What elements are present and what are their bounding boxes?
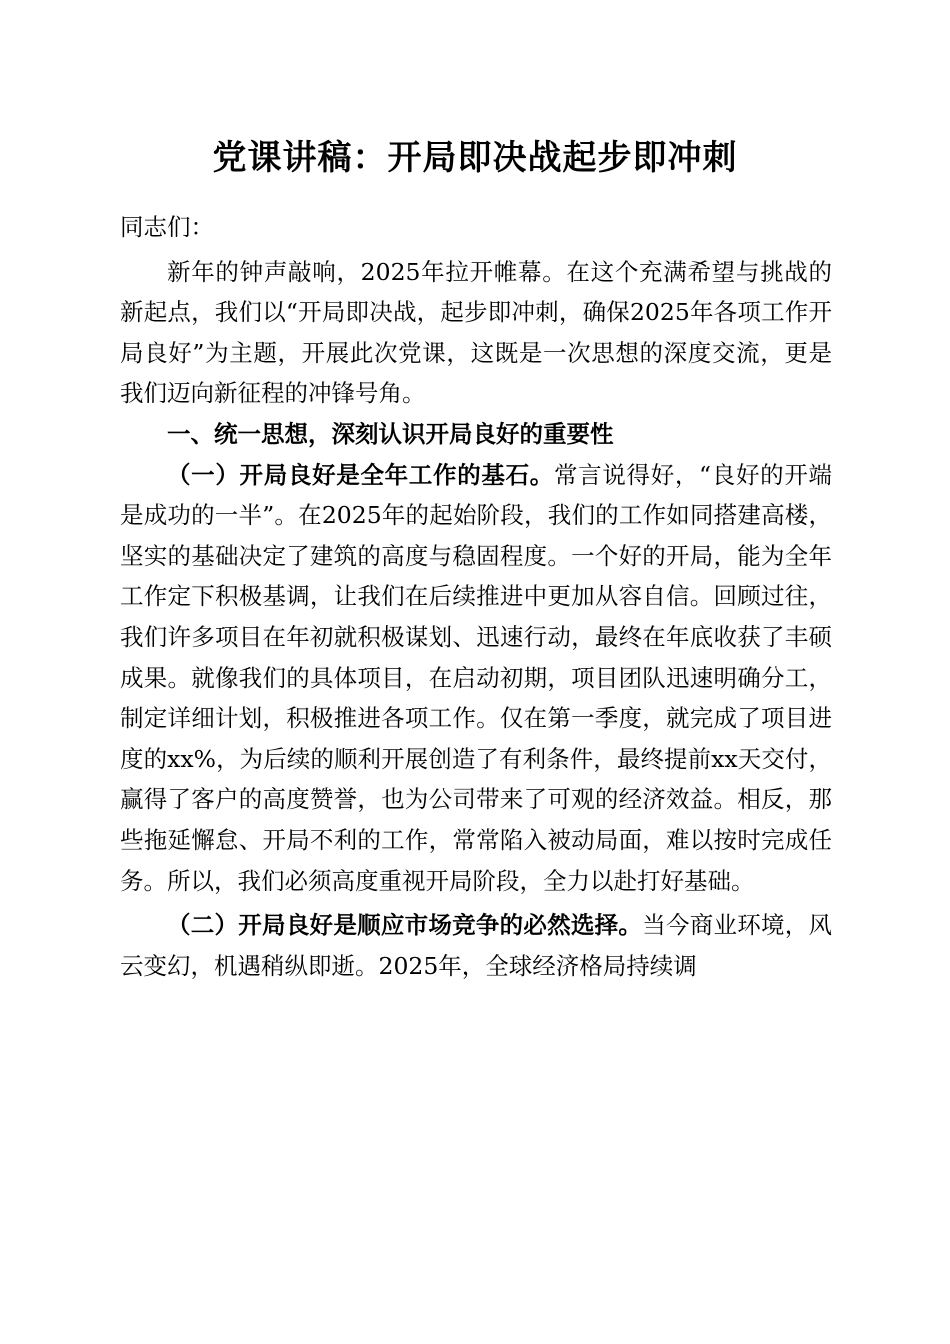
subsection-2-text: 当今商业环境，风云变幻，机遇稍纵即逝。2025年，全球经济格局持续调 (120, 911, 833, 980)
subsection-1-text: 常言说得好，“良好的开端是成功的一半”。在2025年的起始阶段，我们的工作如同搭建高楼，坚实的基础决定了建筑的高度与稳固程度。一个好的开局，能为全年工作定下积极基调，让我们在后续推进中更加从容自信。回顾过往，我们许多项目在年初就积极谋划、迅速行动，最终在年底收获了丰硕成果。就像我们的具体项目，在启动初期，项目团队迅速明确分工，制定详细计划，积极推进各项工作。仅在第一季度，就完成了项目进度的xx%，为后续的顺利开展创造了有利条件，最终提前xx天交付，赢得了客户的高度赞誉，也为公司带来了可观的经济效益。相反，那些拖延懈怠、开局不利的工作，常常陷入被动局面，难以按时完成任务。所以，我们必须高度重视开局阶段，全力以赴打好基础。 (120, 460, 832, 895)
subsection-1-paragraph (120, 455, 832, 902)
section-1-heading: 一、统一思想，深刻认识开局良好的重要性 (167, 419, 614, 448)
subsection-2-lead: （二）开局良好是顺应市场竞争的必然选择。 (167, 911, 643, 940)
document-body (120, 207, 832, 986)
intro-paragraph: 新年的钟声敲响，2025年拉开帷幕。在这个充满希望与挑战的新起点，我们以“开局即决战，起步即冲刺，确保2025年各项工作开局良好”为主题，开展此次党课，这既是一次思想的深度交流，更是我们迈向新征程的冲锋号角。 (120, 257, 832, 408)
subsection-1-lead: （一）开局良好是全年工作的基石。 (167, 460, 554, 489)
document-title: 党课讲稿：开局即决战起步即冲刺 (212, 138, 738, 178)
subsection-2-paragraph (120, 905, 832, 986)
salutation: 同志们： (120, 213, 214, 241)
